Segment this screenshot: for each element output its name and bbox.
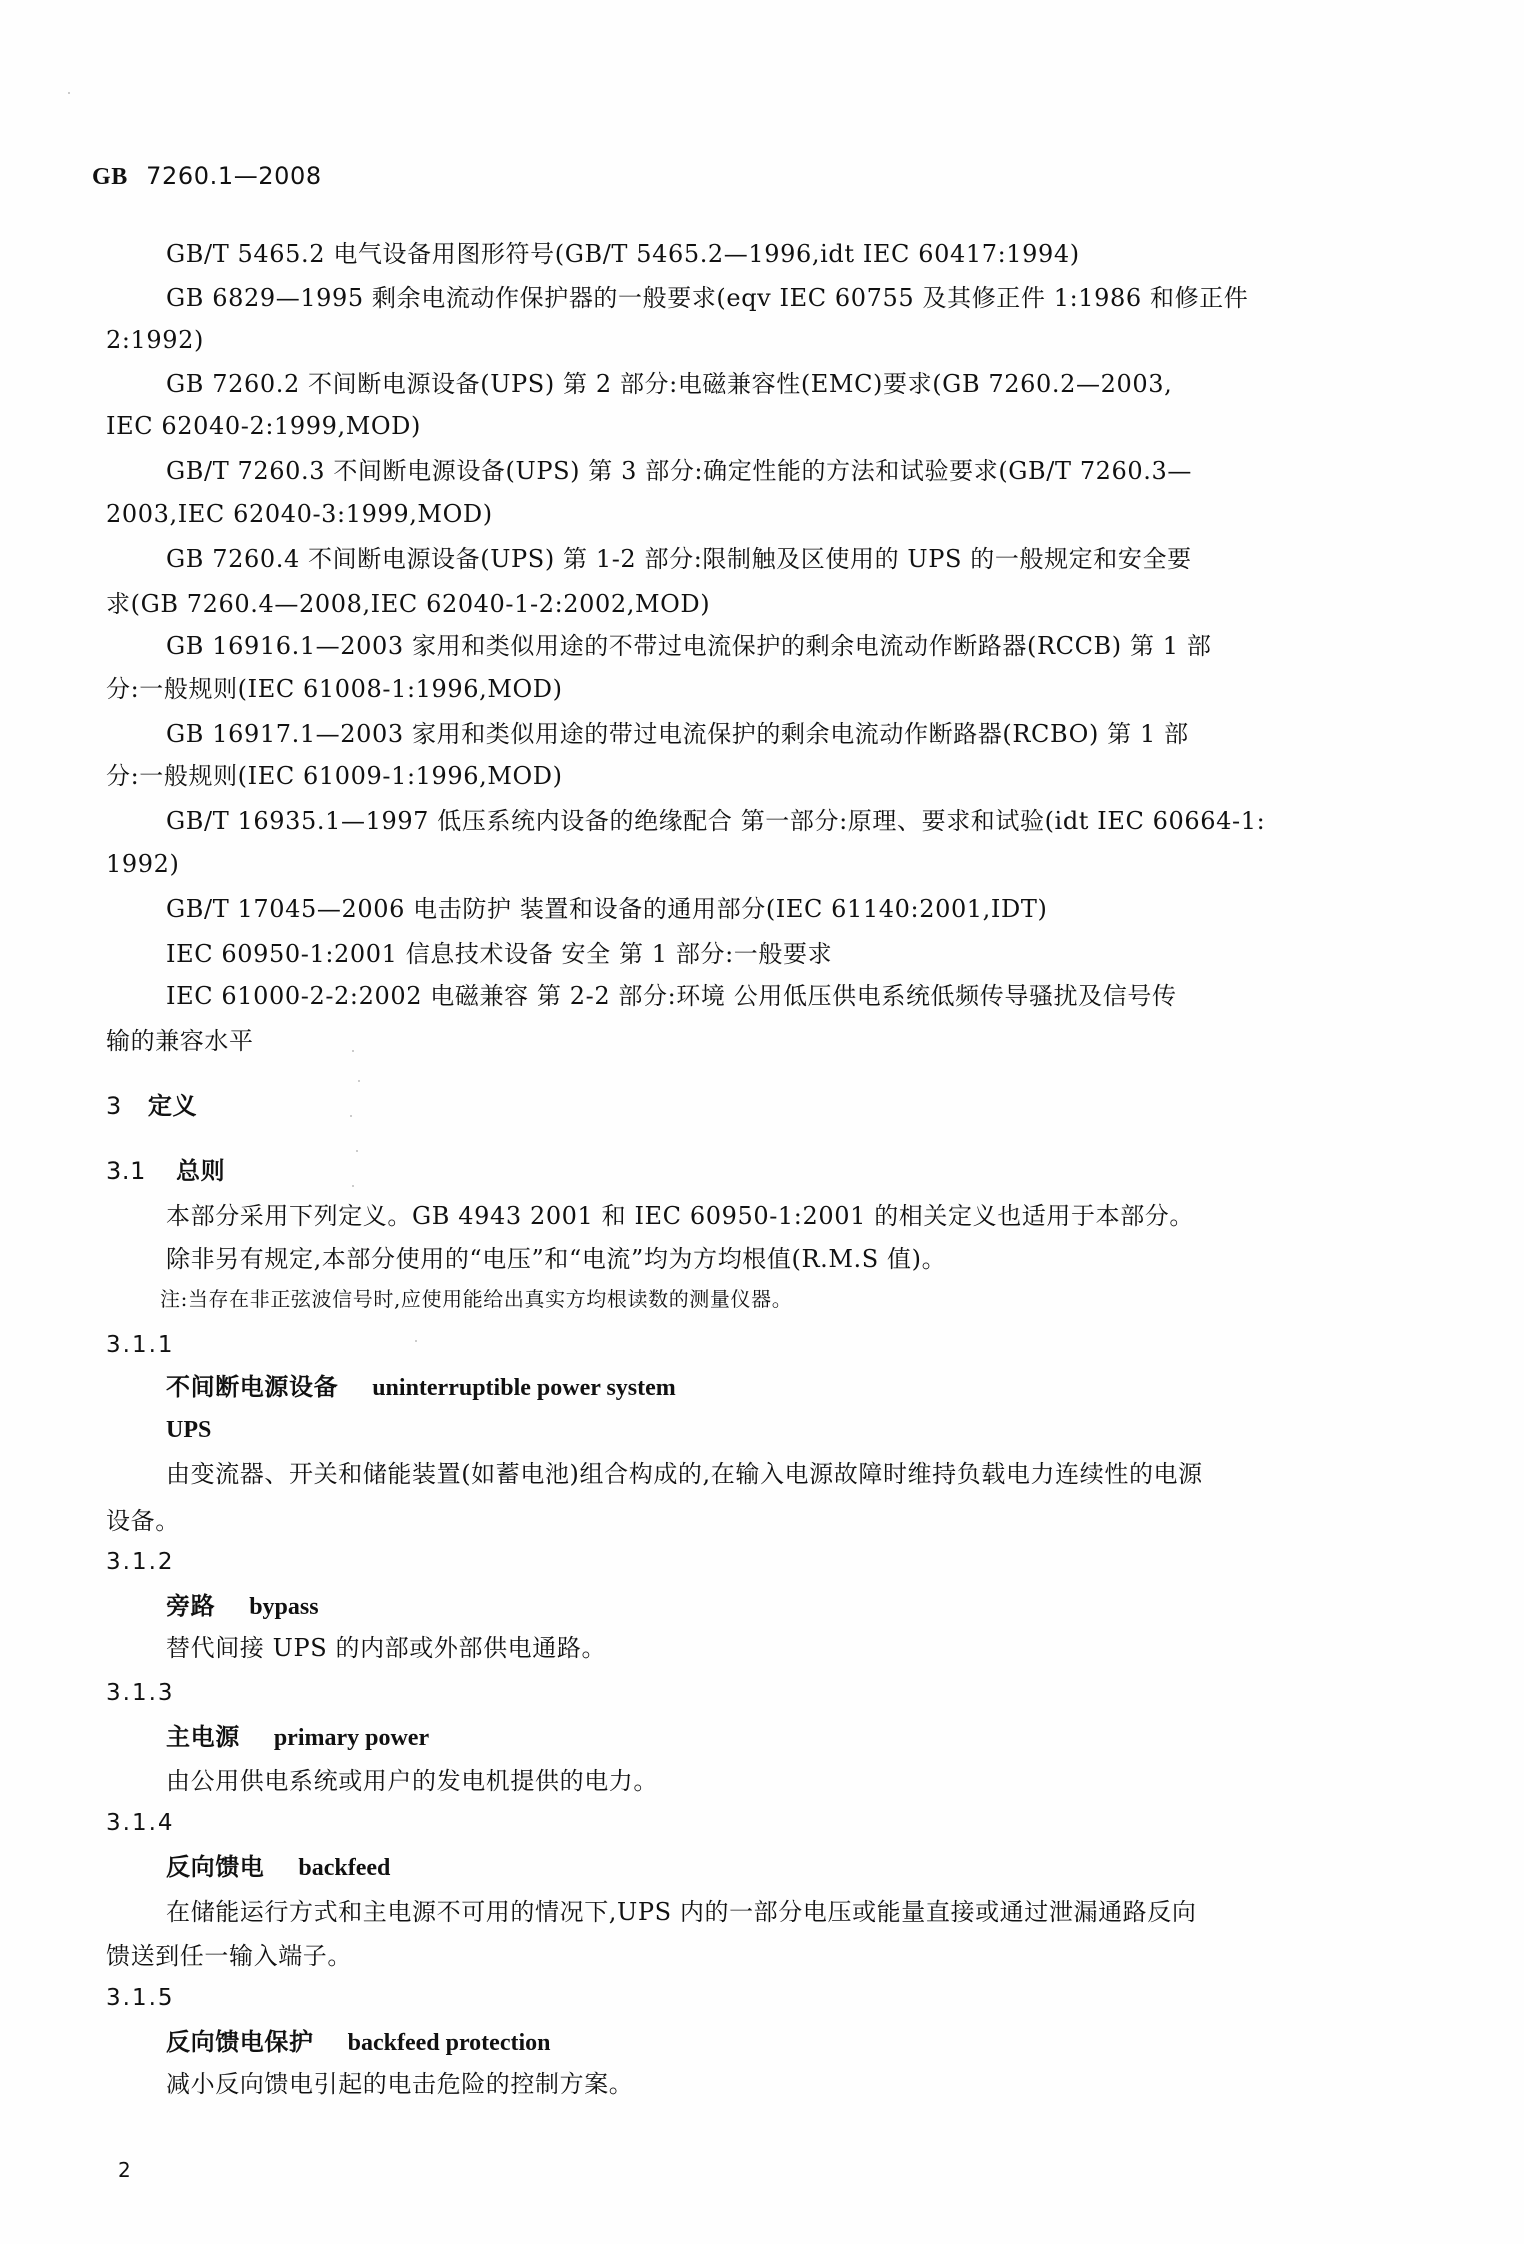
scan-speck [352,1185,354,1187]
scan-speck [68,92,70,94]
scan-speck [352,1050,354,1052]
term-abbr: UPS [166,1417,212,1443]
term-zh: 旁路 [166,1591,216,1620]
definition-abbreviation [166,1413,211,1445]
definition-term [166,1721,429,1753]
term-zh: 不间断电源设备 [166,1372,339,1401]
section-heading-3-1 [106,1155,225,1187]
reference-line: GB 16917.1—2003 家用和类似用途的带过电流保护的剩余电流动作断路器(RCBO) 第 1 部 [166,720,1189,748]
section-number: 3 [106,1092,122,1120]
definition-number: 3.1.3 [106,1680,175,1706]
reference-line: GB 7260.4 不间断电源设备(UPS) 第 1-2 部分:限制触及区使用的 UPS 的一般规定和安全要 [166,545,1192,573]
running-header [92,160,322,192]
term-zh: 主电源 [166,1722,240,1751]
reference-line-continued: 输的兼容水平 [106,1027,254,1055]
reference-line: GB 6829—1995 剩余电流动作保护器的一般要求(eqv IEC 60755 及其修正件 1:1986 和修正件 [166,284,1249,312]
definition-term [166,1371,676,1403]
definition-text-continued: 设备。 [106,1507,180,1535]
reference-line-continued: 2003,IEC 62040-3:1999,MOD) [106,500,493,528]
reference-line-continued: 分:一般规则(IEC 61008-1:1996,MOD) [106,675,563,703]
paragraph: 除非另有规定,本部分使用的“电压”和“电流”均为方均根值(R.M.S 值)。 [166,1245,947,1273]
reference-line: GB 16916.1—2003 家用和类似用途的不带过电流保护的剩余电流动作断路器(RCCB) 第 1 部 [166,632,1212,660]
definition-term [166,1590,319,1622]
section-number: 3.1 [106,1157,146,1185]
definition-text: 由变流器、开关和储能装置(如蓄电池)组合构成的,在输入电源故障时维持负载电力连续性的电源 [166,1460,1203,1488]
definition-term [166,2026,550,2058]
reference-line-continued: IEC 62040-2:1999,MOD) [106,412,421,440]
reference-line: GB/T 7260.3 不间断电源设备(UPS) 第 3 部分:确定性能的方法和试验要求(GB/T 7260.3— [166,457,1192,485]
definition-term [166,1851,390,1883]
reference-line: GB/T 17045—2006 电击防护 装置和设备的通用部分(IEC 61140:2001,IDT) [166,895,1048,923]
definition-text: 替代间接 UPS 的内部或外部供电通路。 [166,1634,607,1662]
section-heading-3 [106,1090,197,1122]
scan-speck [358,1080,360,1082]
reference-line: GB/T 5465.2 电气设备用图形符号(GB/T 5465.2—1996,idt IEC 60417:1994) [166,240,1080,268]
standard-number: 7260.1—2008 [146,162,322,190]
reference-line-continued: 分:一般规则(IEC 61009-1:1996,MOD) [106,762,563,790]
term-en: bypass [249,1594,319,1620]
scan-speck [415,1340,417,1342]
term-zh: 反向馈电 [166,1852,265,1881]
note: 注:当存在非正弦波信号时,应使用能给出真实方均根读数的测量仪器。 [160,1287,793,1311]
definition-number: 3.1.1 [106,1332,175,1358]
definition-text: 在储能运行方式和主电源不可用的情况下,UPS 内的一部分电压或能量直接或通过泄漏通路反向 [166,1898,1197,1926]
reference-line: IEC 60950-1:2001 信息技术设备 安全 第 1 部分:一般要求 [166,940,833,968]
definition-number: 3.1.4 [106,1810,175,1836]
definition-text: 由公用供电系统或用户的发电机提供的电力。 [166,1767,658,1795]
reference-line: GB 7260.2 不间断电源设备(UPS) 第 2 部分:电磁兼容性(EMC)要求(GB 7260.2—2003, [166,370,1173,398]
definition-text-continued: 馈送到任一输入端子。 [106,1942,352,1970]
standard-prefix: GB [92,164,128,190]
definition-text: 减小反向馈电引起的电击危险的控制方案。 [166,2070,634,2098]
reference-line-continued: 求(GB 7260.4—2008,IEC 62040-1-2:2002,MOD) [106,590,711,618]
section-title: 总则 [175,1157,226,1185]
scan-speck [356,1150,358,1152]
term-en: backfeed protection [347,2030,551,2056]
term-en: backfeed [298,1855,391,1881]
reference-line: IEC 61000-2-2:2002 电磁兼容 第 2-2 部分:环境 公用低压供电系统低频传导骚扰及信号传 [166,982,1177,1010]
page-number: 2 [118,2158,132,2182]
term-en: primary power [273,1725,430,1751]
scan-speck [350,1115,352,1117]
definition-number: 3.1.5 [106,1985,175,2011]
reference-line-continued: 1992) [106,850,180,878]
definition-number: 3.1.2 [106,1549,175,1575]
term-en: uninterruptible power system [372,1375,676,1401]
section-title: 定义 [147,1092,198,1120]
term-zh: 反向馈电保护 [166,2027,314,2056]
reference-line: GB/T 16935.1—1997 低压系统内设备的绝缘配合 第一部分:原理、要求和试验(idt IEC 60664-1: [166,807,1266,835]
paragraph: 本部分采用下列定义。GB 4943 2001 和 IEC 60950-1:2001 的相关定义也适用于本部分。 [166,1202,1194,1230]
reference-line-continued: 2:1992) [106,326,204,354]
